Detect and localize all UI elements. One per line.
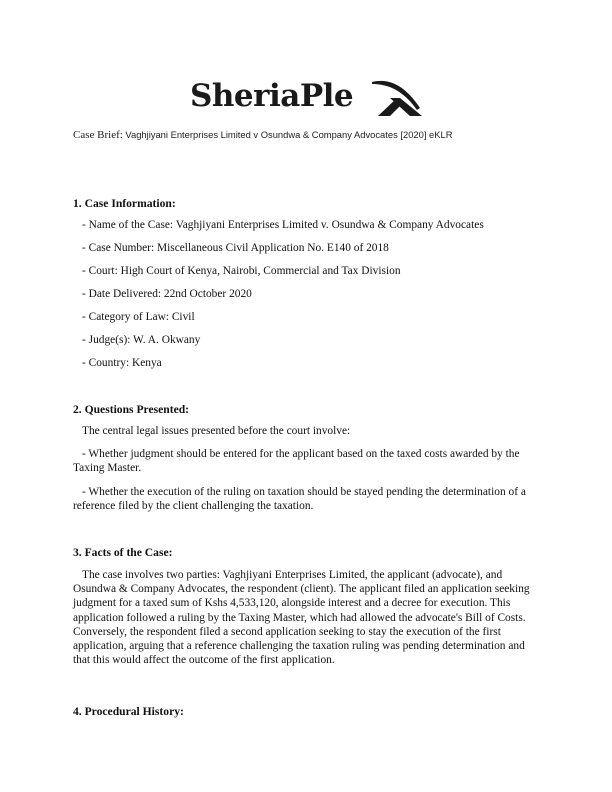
question-item-text: - Whether the execution of the ruling on taxation should be stayed pending the determination of a reference filed by the client challenging the taxation. bbox=[73, 486, 526, 513]
case-info-item: - Court: High Court of Kenya, Nairobi, Commercial and Tax Division bbox=[82, 265, 401, 277]
case-info-item: - Judge(s): W. A. Okwany bbox=[82, 334, 201, 346]
case-brief-name: Vaghjiyani Enterprises Limited v Osundwa & Company Advocates [2020] eKLR bbox=[125, 129, 453, 140]
case-info-item: - Country: Kenya bbox=[82, 357, 162, 369]
question-item-text: - Whether judgment should be entered for the applicant based on the taxed costs awarded by the Taxing Master. bbox=[73, 448, 520, 475]
case-info-item: - Date Delivered: 22nd October 2020 bbox=[82, 288, 252, 300]
case-info-item: - Case Number: Miscellaneous Civil Application No. E140 of 2018 bbox=[82, 242, 389, 254]
sheriaplex-logo bbox=[190, 74, 422, 120]
logo-x-icon bbox=[370, 78, 424, 118]
question-item bbox=[73, 447, 543, 475]
case-info-item: - Name of the Case: Vaghjiyani Enterprises Limited v. Osundwa & Company Advocates bbox=[82, 219, 484, 231]
section-heading-facts: 3. Facts of the Case: bbox=[73, 546, 173, 559]
question-item bbox=[73, 485, 543, 513]
logo-wordmark: SheriaPle bbox=[190, 78, 354, 114]
case-brief-label: Case Brief: bbox=[73, 129, 123, 141]
questions-intro: The central legal issues presented before the court involve: bbox=[82, 425, 351, 437]
case-brief-title bbox=[73, 129, 453, 141]
facts-text: The case involves two parties: Vaghjiyani Enterprises Limited, the applicant (advocate), and Osundwa & Company Advocates, the respondent (client). The applicant filed an application seeking judgment for a taxed sum of Kshs 4,533,120, alongside interest and a decree for execution. This application followed a ruling by the Taxing Master, which had allowed the advocate's Bill of Costs. Conversely, the respondent filed a second application seeking to stay the execution of the first application, arguing that a reference challenging the taxation ruling was pending determination and that this would affect the outcome of the first application. bbox=[73, 569, 530, 667]
facts-paragraph bbox=[73, 568, 543, 667]
section-heading-questions-presented: 2. Questions Presented: bbox=[73, 403, 190, 416]
section-heading-procedural-history: 4. Procedural History: bbox=[73, 705, 184, 718]
section-heading-case-information: 1. Case Information: bbox=[73, 197, 176, 210]
case-info-item: - Category of Law: Civil bbox=[82, 311, 195, 323]
